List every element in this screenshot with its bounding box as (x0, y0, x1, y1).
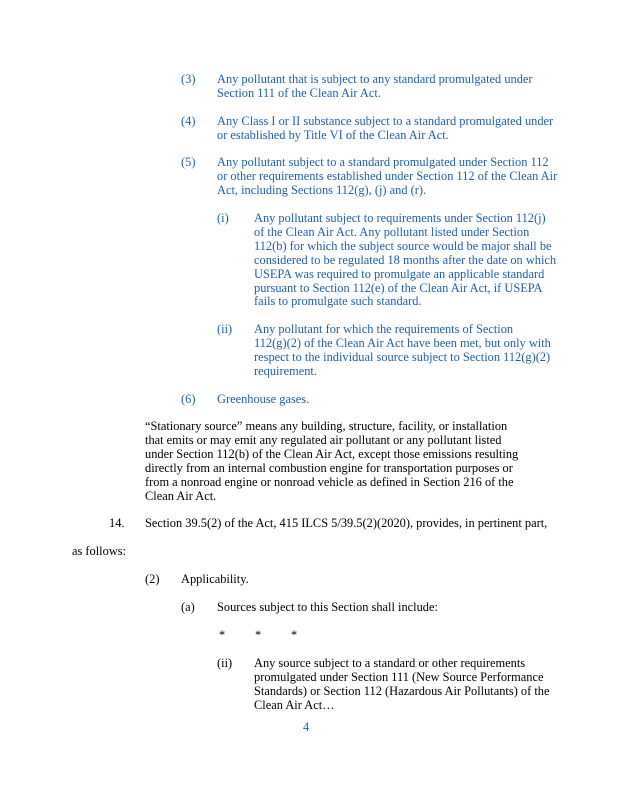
item-a-number: (a) (181, 600, 195, 614)
item-4-text: Any Class I or II substance subject to a standard promulgated under or established by Title VI of the Clean Air Act. (217, 114, 554, 142)
subitem-ii-text: Any pollutant for which the requirements of Section 112(g)(2) of the Clean Air Act have been met, but only with respect to the individual source subject to Section 112(g)(2) requirement. (254, 322, 551, 378)
asterisk-3: * (291, 628, 298, 642)
item-3-text: Any pollutant that is subject to any standard promulgated under Section 111 of the Clean Air Act. (217, 72, 533, 100)
subitem-i-text: Any pollutant subject to requirements under Section 112(j) of the Clean Air Act. Any pollutant listed under Section 112(b) for which the subject source would be major shall be considered to be regulated 18 months after the date on which USEPA was required to promulgate an applicable standard pursuant to Section 112(e) of the Clean Air Act, if USEPA fails to promulgate such standard. (254, 211, 557, 309)
paragraph-14-number: 14. (109, 516, 125, 530)
item-ii-number: (ii) (217, 656, 233, 670)
item-4-number: (4) (181, 114, 196, 128)
item-6-number: (6) (181, 392, 196, 406)
subitem-i-number: (i) (217, 211, 229, 225)
paragraph-14-line2: as follows: (72, 544, 127, 558)
subitem-ii-number: (ii) (217, 322, 233, 336)
subsection-2-number: (2) (145, 572, 160, 586)
paragraph-14-line1: Section 39.5(2) of the Act, 415 ILCS 5/39.5(2)(2020), provides, in pertinent part, (145, 516, 548, 530)
page-number: 4 (303, 720, 310, 734)
asterisk-1: * (219, 628, 226, 642)
item-5-number: (5) (181, 155, 196, 169)
stationary-source-definition: “Stationary source” means any building, structure, facility, or installation that emits or may emit any regulated air pollutant or any pollutant listed under Section 112(b) of the Clean Air Act, except those emissions resulting directly from an internal combustion engine for transportation purposes or from a nonroad engine or nonroad vehicle as defined in Section 216 of the Clean Air Act. (145, 419, 519, 503)
item-5-text: Any pollutant subject to a standard promulgated under Section 112 or other requirements established under Section 112 of the Clean Air Act, including Sections 112(g), (j) and (r). (217, 155, 558, 197)
item-3-number: (3) (181, 72, 196, 86)
subsection-2-title: Applicability. (181, 572, 249, 586)
item-a-text: Sources subject to this Section shall include: (217, 600, 438, 614)
item-6-text: Greenhouse gases. (217, 392, 310, 406)
asterisk-2: * (255, 628, 262, 642)
item-ii-text: Any source subject to a standard or other requirements promulgated under Section 111 (New Source Performance Standards) or Section 112 (Hazardous Air Pollutants) of the Clean Air Act… (254, 656, 550, 712)
